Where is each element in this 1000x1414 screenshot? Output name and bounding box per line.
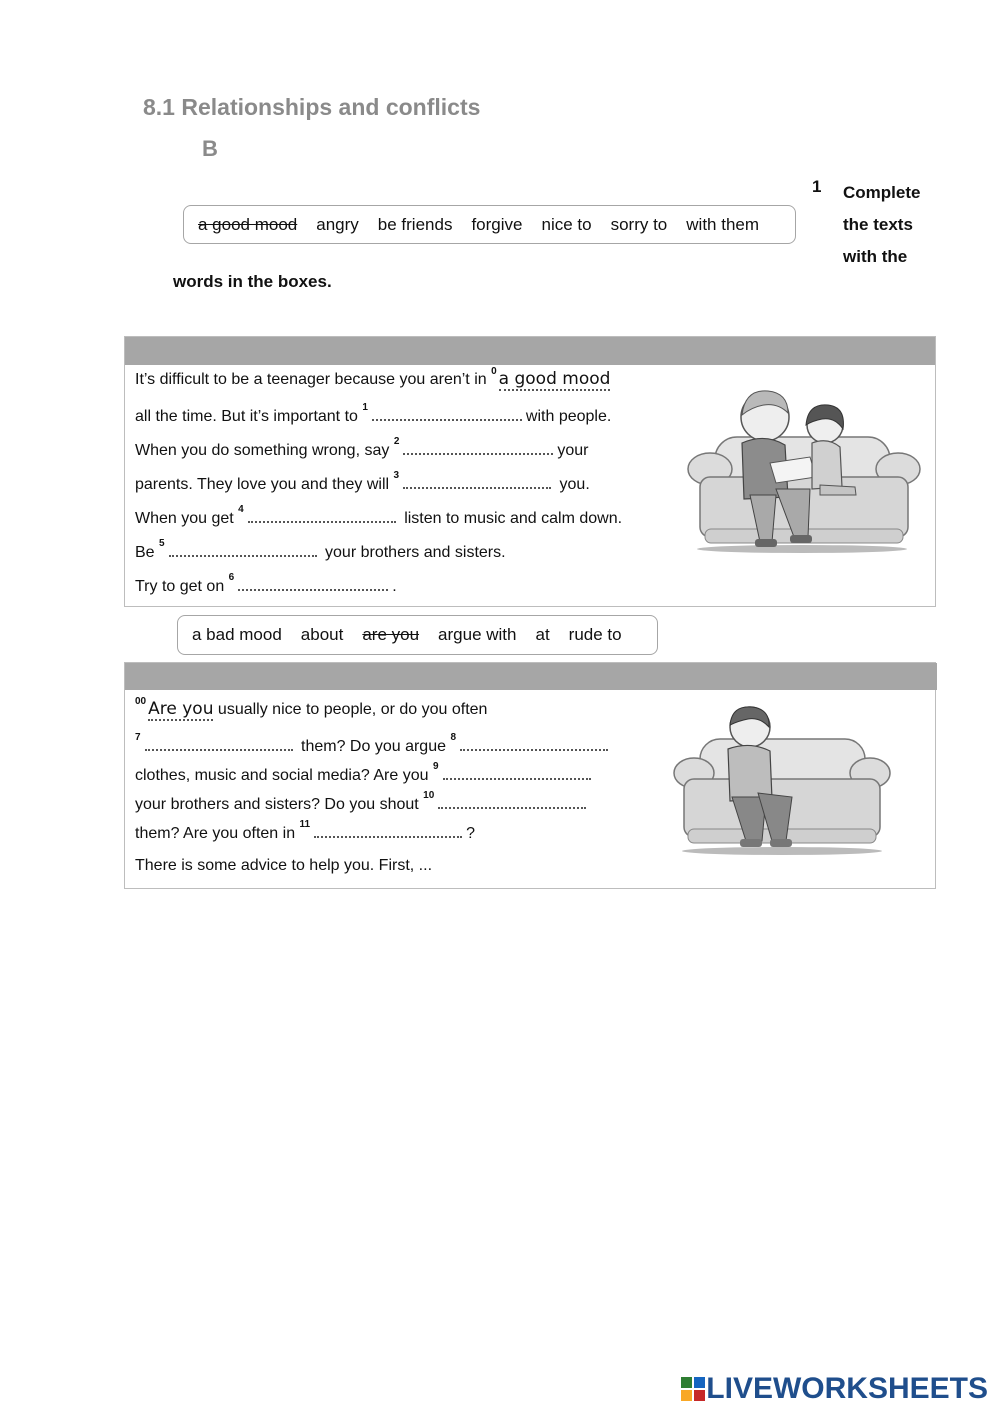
word: forgive	[471, 214, 523, 234]
answer-blank-2[interactable]	[403, 439, 553, 455]
boy-on-sofa-illustration	[670, 701, 895, 861]
text-line: There is some advice to help you. First, ...	[135, 857, 433, 874]
word-used: a good mood	[198, 214, 298, 234]
logo-icon	[680, 1376, 706, 1402]
answer-blank-4[interactable]	[248, 507, 396, 523]
text-line: When you get $^4$ listen to music and calm down.	[135, 504, 623, 527]
text-line: Be $^5$ your brothers and sisters.	[135, 538, 506, 561]
example-answer: a good mood	[498, 369, 611, 389]
answer-blank-11[interactable]	[314, 822, 462, 838]
answer-blank-1[interactable]	[372, 405, 522, 421]
panel-header-bar	[125, 663, 637, 690]
word: a bad mood	[192, 625, 282, 644]
example-answer: Are you	[148, 699, 214, 719]
answer-blank-7[interactable]	[145, 735, 293, 751]
text-panel-1	[124, 336, 936, 607]
text-panel-2	[124, 662, 936, 889]
answer-blank-5[interactable]	[169, 541, 317, 557]
answer-blank-3[interactable]	[403, 473, 551, 489]
children-on-sofa-illustration	[680, 377, 925, 557]
panel-header-bar	[125, 337, 935, 365]
panel-header-bar-right	[637, 663, 937, 690]
liveworksheets-logo: LIVEWORKSHEETS	[680, 1372, 988, 1406]
word: nice to	[541, 214, 592, 234]
text-line: It’s difficult to be a teenager because you aren’t in $^0$ a good mood	[135, 366, 611, 389]
instruction-text: Complete the texts with the	[843, 183, 921, 266]
word: argue with	[438, 625, 517, 644]
answer-blank-9[interactable]	[443, 764, 591, 780]
answer-blank-10[interactable]	[438, 793, 586, 809]
word: be friends	[377, 214, 453, 234]
text-line: $^{00}$ Are you usually nice to people, or do you often	[135, 696, 488, 719]
word: about	[300, 625, 344, 644]
text-line: all the time. But it’s important to $^1$with people.	[135, 402, 612, 425]
answer-blank-6[interactable]	[238, 575, 388, 591]
text-line: When you do something wrong, say $^2$your	[135, 436, 589, 459]
word: rude to	[568, 625, 622, 644]
page-title: 8.1 Relationships and conflicts	[143, 94, 481, 120]
word-used: are you	[362, 625, 420, 644]
word: angry	[316, 214, 359, 234]
section-label: B	[202, 136, 218, 161]
text-line: your brothers and sisters? Do you shout $^{10}$	[135, 793, 590, 814]
text-line: $^7$ them? Do you argue $^8$	[135, 735, 612, 756]
instruction-text-continued: words in the boxes.	[173, 272, 332, 291]
text-line: clothes, music and social media? Are you $^9$	[135, 764, 595, 785]
word: sorry to	[610, 214, 668, 234]
text-line: parents. They love you and they will $^3$ you.	[135, 470, 590, 493]
word-box-2	[177, 615, 658, 655]
word: at	[535, 625, 550, 644]
exercise-number: 1	[812, 177, 822, 196]
text-line: them? Are you often in $^{11}$?	[135, 819, 476, 842]
word: with them	[686, 214, 760, 234]
answer-blank-8[interactable]	[460, 735, 608, 751]
text-line: Try to get on $^6$.	[135, 572, 397, 595]
word-box-1	[183, 205, 796, 244]
